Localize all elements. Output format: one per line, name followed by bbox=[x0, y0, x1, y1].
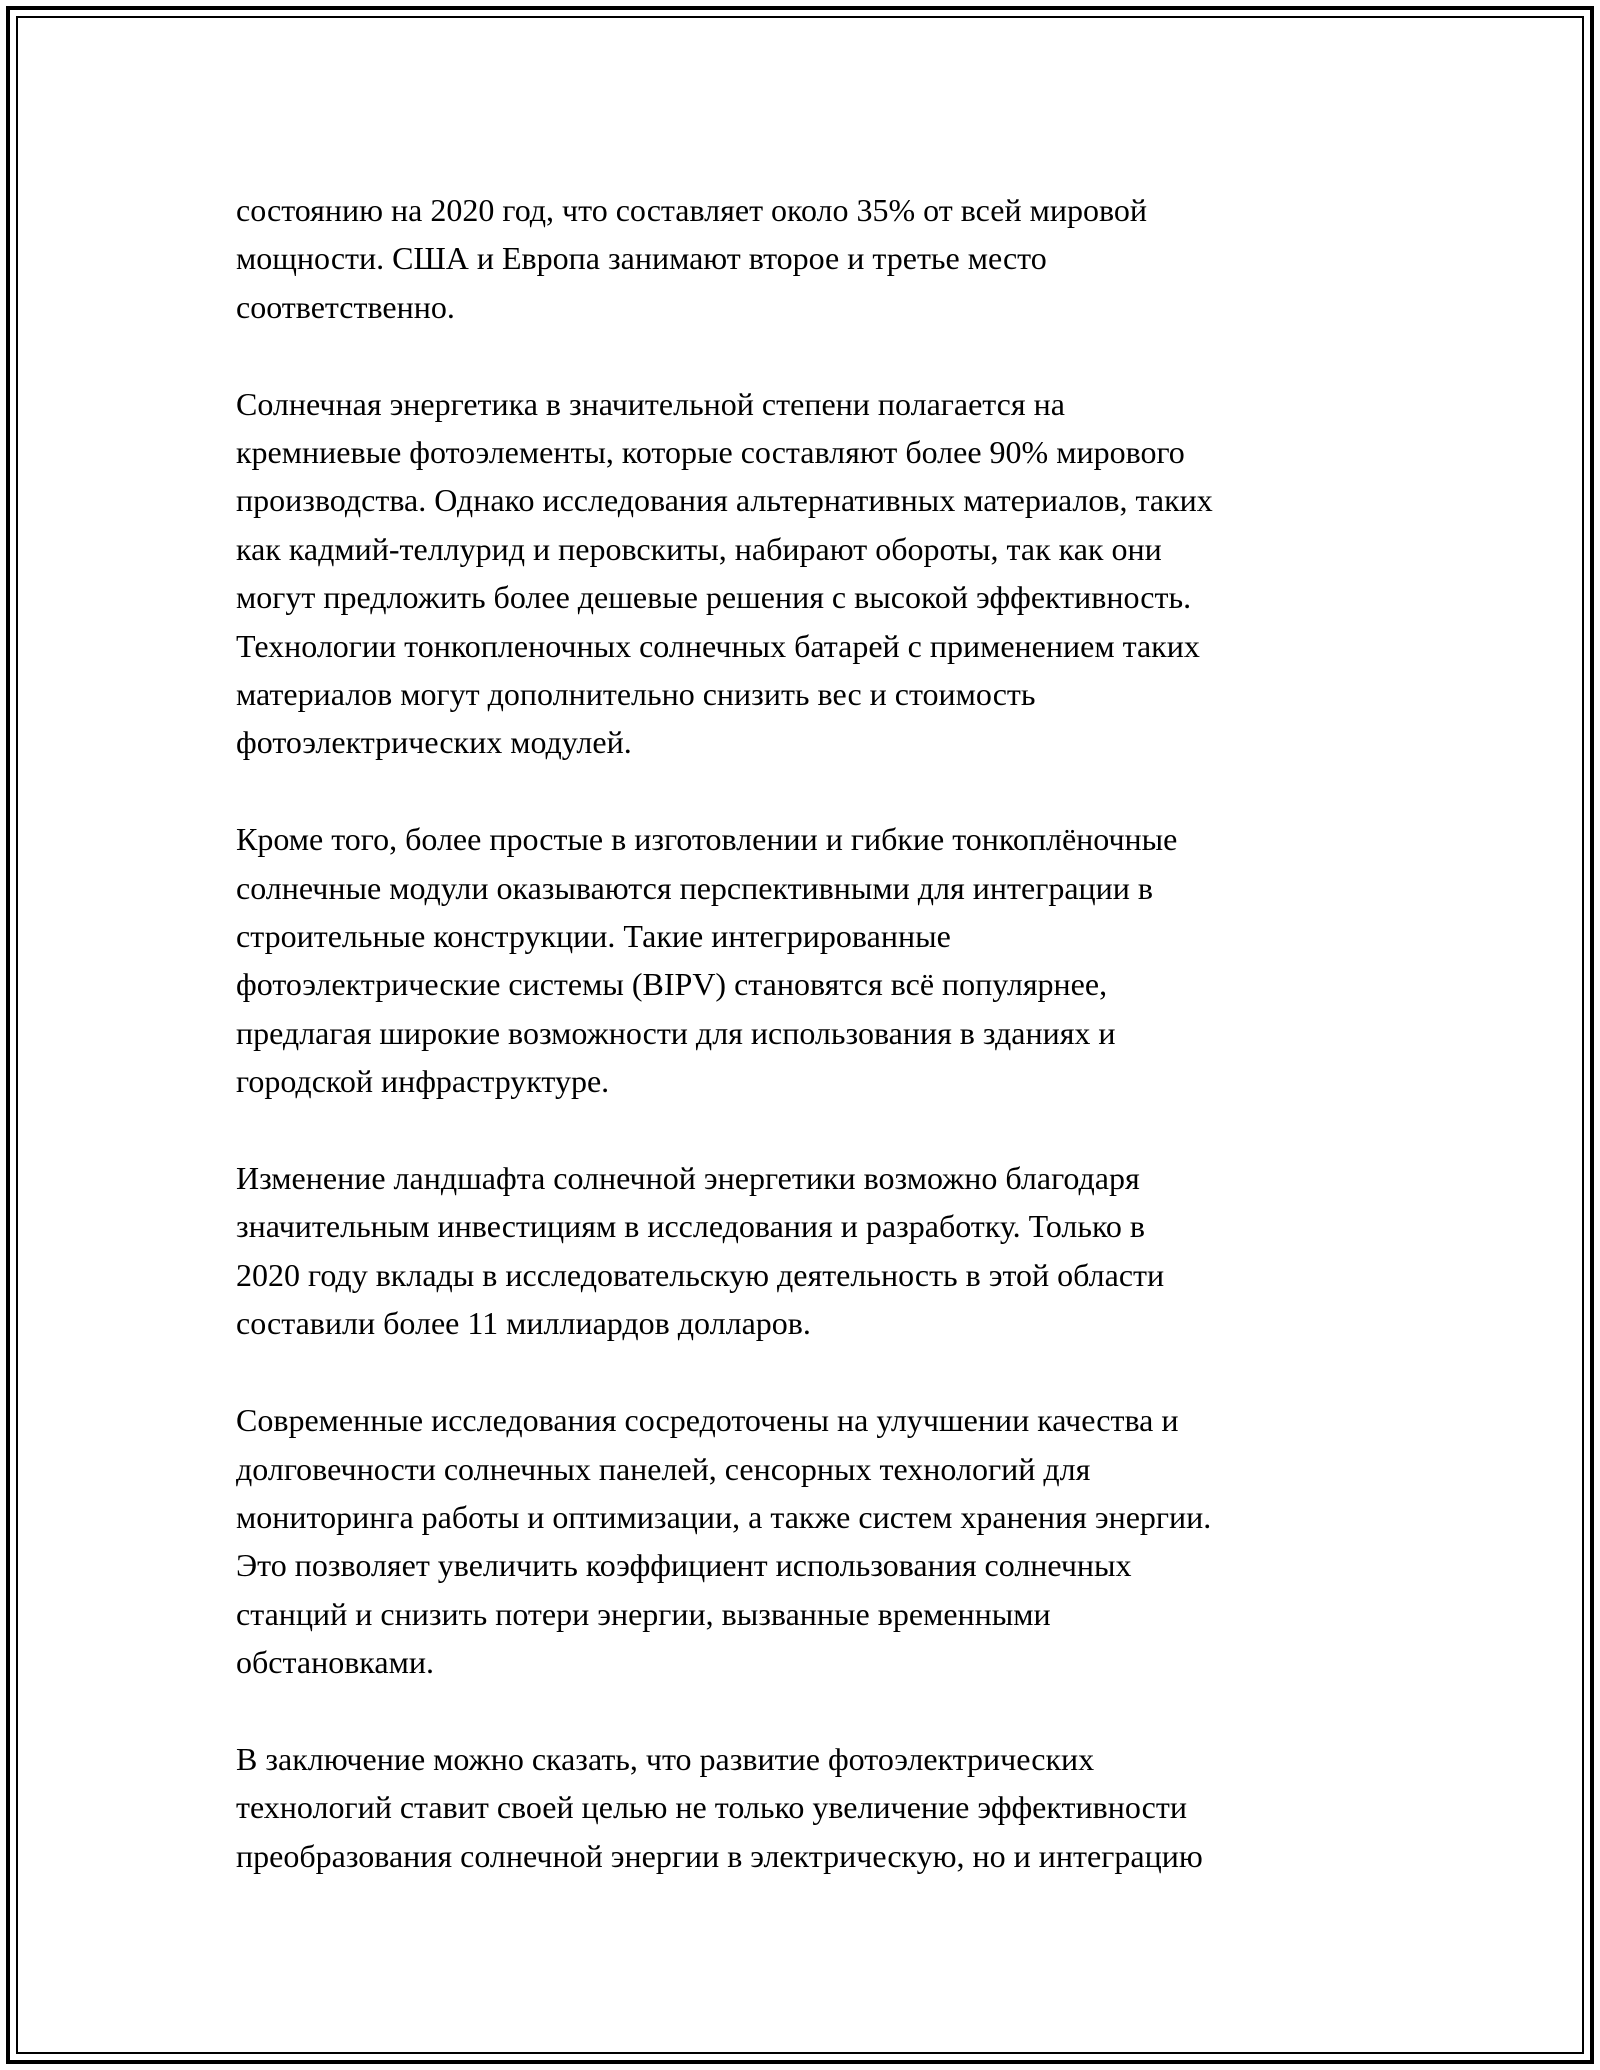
paragraph-capacity-share: состоянию на 2020 год, что составляет около 35% от всей мировой мощности. США и Европа занимают второе и третье место соответственно. bbox=[236, 192, 1147, 325]
paragraph-bipv: Кроме того, более простые в изготовлении и гибкие тонкоплёночные солнечные модули оказываются перспективными для интеграции в строительные конструкции. Такие интегрированные фотоэлектрические системы (BIPV) становятся всё популярнее, предлагая широкие возможности для использования в зданиях и городской инфраструктуре. bbox=[236, 821, 1178, 1100]
document-body bbox=[236, 186, 1386, 1880]
paragraph-modern-research: Современные исследования сосредоточены на улучшении качества и долговечности солнечных панелей, сенсорных технологий для мониторинга работы и оптимизации, а также систем хранения энергии. Это позволяет увеличить коэффициент использования солнечных станций и снизить потери энергии, вызванные временными обстановками. bbox=[236, 1402, 1212, 1681]
paragraph-silicon-cells: Солнечная энергетика в значительной степени полагается на кремниевые фотоэлементы, которые составляют более 90% мирового производства. Однако исследования альтернативных материалов, таких как кадмий-теллурид и перовскиты, набирают обороты, так как они могут предложить более дешевые решения с высокой эффективность. Технологии тонкопленочных солнечных батарей с применением таких материалов могут дополнительно снизить вес и стоимость фотоэлектрических модулей. bbox=[236, 385, 1213, 761]
paragraph-conclusion: В заключение можно сказать, что развитие фотоэлектрических технологий ставит своей целью не только увеличение эффективности преобразования солнечной энергии в электрическую, но и интеграцию bbox=[236, 1740, 1203, 1874]
paragraph-investments: Изменение ландшафта солнечной энергетики возможно благодаря значительным инвестициям в исследования и разработку. Только в 2020 году вклады в исследовательскую деятельность в этой области составили более 11 миллиардов долларов. bbox=[236, 1160, 1165, 1342]
